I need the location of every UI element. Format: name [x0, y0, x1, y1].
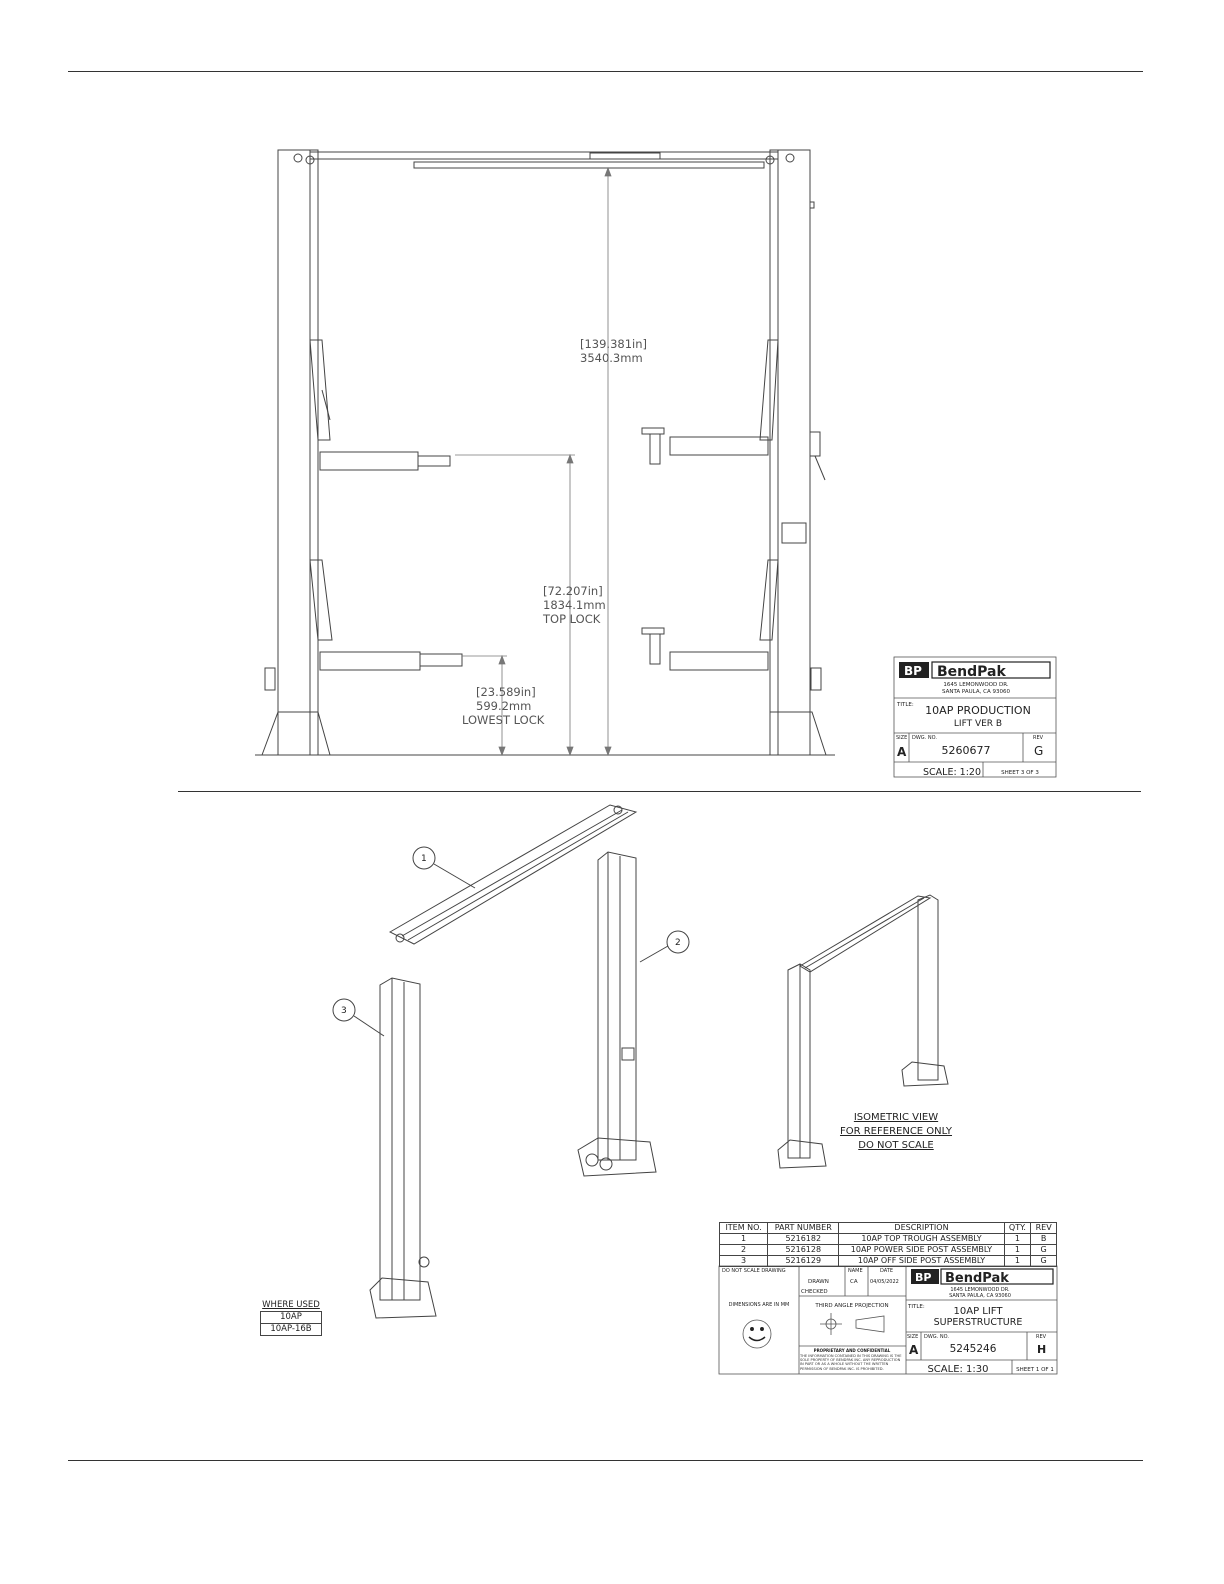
iso-power-post: [598, 852, 636, 1160]
bom-cell: 1: [1004, 1245, 1031, 1256]
bom-header-desc: DESCRIPTION: [839, 1223, 1004, 1234]
where-used-item: 10AP: [260, 1312, 322, 1324]
bom-cell: G: [1031, 1256, 1057, 1267]
bom-cell: 10AP TOP TROUGH ASSEMBLY: [839, 1234, 1004, 1245]
tb2-size: A: [909, 1343, 919, 1357]
tb2-do-not-scale: DO NOT SCALE DRAWING: [722, 1268, 786, 1274]
dim-lowest-lock-mm: 599.2mm: [476, 699, 532, 713]
tb1-size-label: SIZE: [896, 735, 908, 741]
dim-top-lock-mm: 1834.1mm: [543, 598, 606, 612]
tb2-title-line2: SUPERSTRUCTURE: [933, 1317, 1023, 1328]
top-trough: [310, 152, 778, 159]
balloon-2: 2: [675, 938, 681, 948]
tb2-brand: BendPak: [945, 1271, 1009, 1286]
tb2-name-label: NAME: [848, 1268, 863, 1274]
tb1-logo: BP: [904, 664, 922, 678]
bom-cell: 1: [1004, 1256, 1031, 1267]
bom-table: [719, 1222, 1057, 1267]
tb1-scale: SCALE: 1:20: [922, 767, 982, 778]
dim-overall-mm: 3540.3mm: [580, 351, 643, 365]
tb2-logo: BP: [915, 1271, 932, 1284]
tb2-sheet: SHEET 1 OF 1: [1016, 1367, 1054, 1373]
bom-header-item: ITEM NO.: [720, 1223, 768, 1234]
balloon-3: 3: [341, 1006, 347, 1016]
tb1-rev: G: [1034, 744, 1044, 758]
bom-cell: 5216129: [768, 1256, 839, 1267]
tb2-address1: 1645 LEMONWOOD DR.: [950, 1287, 1010, 1293]
bom-cell: G: [1031, 1245, 1057, 1256]
tb1-dwg-no: 5260677: [941, 744, 991, 757]
tb1-sheet: SHEET 3 OF 3: [1001, 770, 1039, 776]
tb2-size-label: SIZE: [907, 1334, 919, 1340]
tb1-title-line2: LIFT VER B: [953, 719, 1003, 729]
tb2-proprietary-text: THE INFORMATION CONTAINED IN THIS DRAWING IS THE SOLE PROPERTY OF BENDPAK INC. ANY REPRODUCTION IN PART OR AS A WHOLE WITHOUT THE WRITTEN PERMISSION OF BENDPAK INC. IS PROHIBITED.: [800, 1354, 902, 1371]
dim-lowest-lock-label: LOWEST LOCK: [462, 713, 545, 727]
tb1-title-label: TITLE:: [897, 702, 914, 708]
tb2-rev-label: REV: [1036, 1334, 1047, 1340]
tb1-address1: 1645 LEMONWOOD DR.: [943, 682, 1009, 688]
bom-header-rev: REV: [1031, 1223, 1057, 1234]
tb2-date-label: DATE: [880, 1268, 894, 1274]
right-post: [770, 150, 810, 755]
left-post: [278, 150, 318, 755]
bom-cell: 5216128: [768, 1245, 839, 1256]
tb2-projection: THIRD ANGLE PROJECTION: [815, 1303, 889, 1309]
bom-cell: 3: [720, 1256, 768, 1267]
tb2-drawn-label: DRAWN: [808, 1279, 829, 1285]
tb1-brand: BendPak: [937, 664, 1006, 680]
dim-lowest-lock-in: [23.589in]: [476, 685, 536, 699]
tb2-drawn-name: CA: [850, 1279, 858, 1285]
bom-cell: B: [1031, 1234, 1057, 1245]
bom-cell: 1: [1004, 1234, 1031, 1245]
tb2-checked-label: CHECKED: [801, 1289, 828, 1295]
tb2-scale: SCALE: 1:30: [927, 1364, 989, 1375]
bom-header-qty: QTY.: [1004, 1223, 1031, 1234]
bom-cell: 10AP POWER SIDE POST ASSEMBLY: [839, 1245, 1004, 1256]
tb2-title-line1: 10AP LIFT: [953, 1306, 1003, 1317]
where-used-header: WHERE USED: [260, 1300, 322, 1312]
tb2-drawn-date: 04/05/2022: [870, 1279, 899, 1285]
tb2-title-label: TITLE:: [908, 1304, 925, 1310]
bom-cell: 5216182: [768, 1234, 839, 1245]
tb2-dimensions-note: DIMENSIONS ARE IN MM: [728, 1302, 790, 1308]
tb2-proprietary-title: PROPRIETARY AND CONFIDENTIAL: [813, 1348, 891, 1353]
table-row: [720, 1234, 1057, 1245]
tb2-rev: H: [1037, 1343, 1047, 1356]
dim-top-lock-in: [72.207in]: [543, 584, 603, 598]
dim-overall-in: [139.381in]: [580, 337, 648, 351]
iso-off-post: [380, 978, 420, 1300]
balloon-1: 1: [421, 854, 427, 864]
dim-top-lock-label: TOP LOCK: [543, 612, 601, 626]
tb1-size: A: [897, 745, 907, 759]
iso-note-line3: DO NOT SCALE: [858, 1140, 934, 1151]
tb2-address2: SANTA PAULA, CA 93060: [949, 1293, 1011, 1299]
tb1-title-line1: 10AP PRODUCTION: [925, 704, 1031, 717]
table-row: [720, 1256, 1057, 1267]
bom-cell: 1: [720, 1234, 768, 1245]
bom-header-part: PART NUMBER: [768, 1223, 839, 1234]
bom-header-row: [720, 1223, 1057, 1234]
tb1-address2: SANTA PAULA, CA 93060: [942, 689, 1010, 695]
iso-assembly: [788, 964, 810, 1158]
left-base: [262, 712, 330, 755]
iso-top-trough: [390, 805, 636, 944]
tb2-dwg-label: DWG. NO.: [924, 1334, 949, 1340]
where-used-table: [260, 1300, 322, 1336]
table-row: [720, 1245, 1057, 1256]
tb2-dwg-no: 5245246: [949, 1343, 997, 1355]
iso-note-line2: FOR REFERENCE ONLY: [839, 1126, 953, 1137]
iso-note-line1: ISOMETRIC VIEW: [853, 1112, 939, 1123]
tb1-dwg-label: DWG. NO.: [912, 735, 937, 741]
tb1-rev-label: REV: [1033, 735, 1044, 741]
where-used-item: 10AP-16B: [260, 1324, 322, 1336]
bom-cell: 10AP OFF SIDE POST ASSEMBLY: [839, 1256, 1004, 1267]
bom-cell: 2: [720, 1245, 768, 1256]
